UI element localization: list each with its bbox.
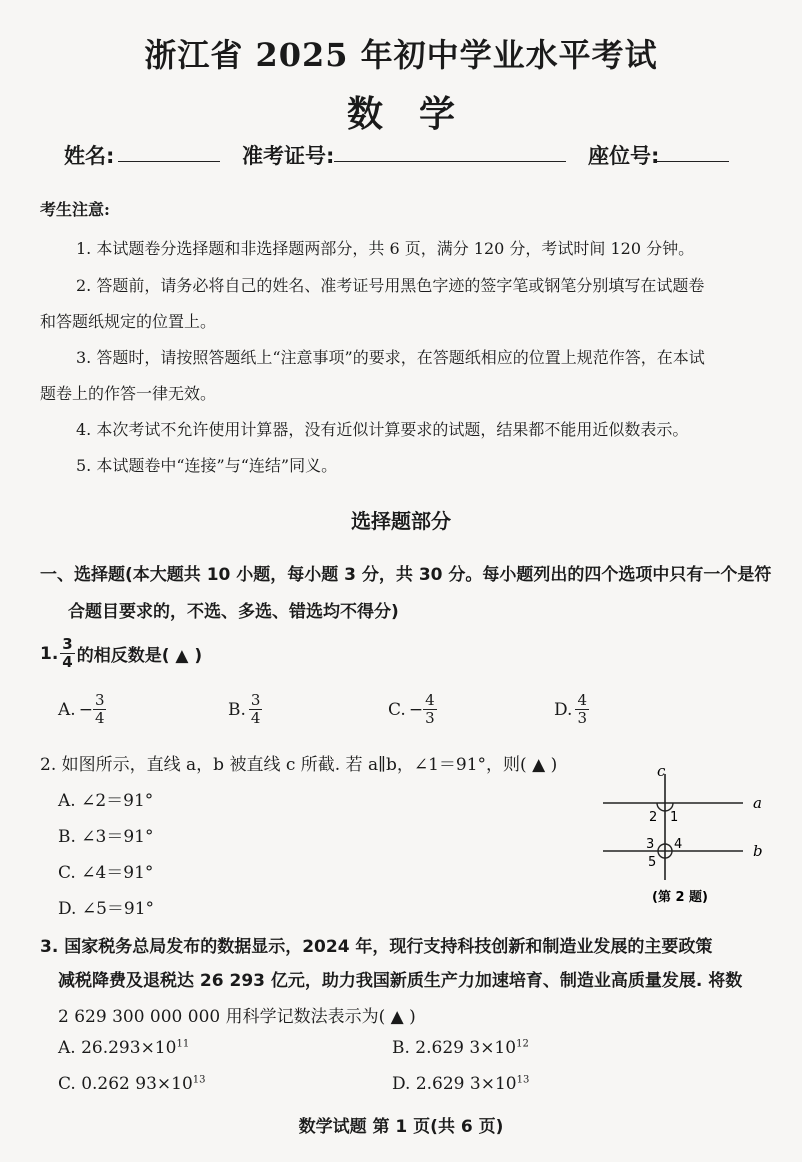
notice-item: 题卷上的作答一律无效。 [40,384,217,403]
option-sign: − [78,699,93,720]
fraction-denominator: 4 [62,653,73,671]
option-text: C. 0.262 93×10 [58,1074,193,1094]
option-fraction [423,692,437,727]
question-3-stem-line3: 2 629 300 000 000 用科学记数法表示为( ▲ ) [58,1007,416,1027]
fraction [60,636,74,671]
label-c: c [657,762,666,780]
option-label: D. [554,699,573,720]
option-text: D. 2.629 3×10 [392,1074,517,1094]
notice-item: 2. 答题前，请务必将自己的姓名、准考证号用黑色字迹的签字笔或钢笔分别填写在试题卷 [76,276,705,295]
notice-item: 1. 本试题卷分选择题和非选择题两部分，共 6 页，满分 120 分，考试时间 120 分钟。 [76,239,695,258]
question-1-option-d[interactable] [554,692,589,727]
angle-1-label: 1 [670,810,679,825]
question-3-option-b[interactable] [392,1038,529,1058]
seat-label: 座位号: [588,144,660,168]
label-b: b [753,842,763,860]
fraction-numerator: 3 [94,691,105,709]
question-3-option-c[interactable] [58,1074,206,1094]
fraction-denominator: 4 [94,709,105,727]
fraction-numerator: 4 [577,691,587,709]
question-2-figure [595,762,785,912]
question-1-option-a[interactable] [58,692,106,727]
fraction-numerator: 3 [62,635,73,653]
option-label: C. [388,699,406,720]
question-2-option-b[interactable]: B. ∠3＝91° [58,827,154,847]
name-blank[interactable] [118,161,220,162]
angle-3-label: 3 [646,837,655,852]
option-exponent: 13 [516,1074,530,1086]
fraction-denominator: 4 [250,709,261,727]
question-3-option-a[interactable] [58,1038,189,1058]
fraction-numerator: 3 [250,691,261,709]
notice-item: 5. 本试题卷中“连接”与“连结”同义。 [76,456,338,475]
question-3-stem-line2: 减税降费及退税达 26 293 亿元，助力我国新质生产力加速培育、制造业高质量发展. 将数 [58,971,743,991]
fraction-numerator: 4 [425,691,435,709]
fraction-denominator: 3 [577,709,587,727]
page-footer: 数学试题 第 1 页(共 6 页) [298,1117,504,1137]
question-2-option-d[interactable]: D. ∠5＝91° [58,899,155,919]
option-fraction [93,692,107,727]
notice-item: 和答题纸规定的位置上。 [40,312,217,331]
angle-4-label: 4 [674,837,683,852]
question-2-stem: 2. 如图所示，直线 a，b 被直线 c 所截. 若 a∥b，∠1＝91°，则( ▲ ) [40,755,558,775]
seat-blank[interactable] [655,161,729,162]
question-2-option-c[interactable]: C. ∠4＝91° [58,863,154,883]
option-fraction [575,692,589,727]
angle-5-label: 5 [648,855,657,870]
option-label: B. [228,699,246,720]
part1-instructions-cont: 合题目要求的，不选、多选、错选均不得分) [68,602,399,622]
option-fraction [249,692,263,727]
question-1-option-c[interactable] [388,692,437,727]
label-a: a [753,794,762,812]
option-sign: − [408,699,424,720]
part1-instructions: 一、选择题(本大题共 10 小题，每小题 3 分，共 30 分。每小题列出的四个选项中只有一个是符 [40,565,772,585]
exam-title: 浙江省 2025 年初中学业水平考试 [144,36,658,74]
exam-id-blank[interactable] [334,161,566,162]
question-number: 1. [40,643,59,664]
notice-item: 3. 答题时，请按照答题纸上“注意事项”的要求，在答题纸相应的位置上规范作答，在本试 [76,348,705,367]
figure-caption: (第 2 题) [652,890,708,905]
question-1-stem [40,636,202,671]
exam-id-label: 准考证号: [242,144,335,168]
angle-2-label: 2 [649,810,658,825]
option-text: A. 26.293×10 [58,1038,177,1058]
question-1-option-b[interactable] [228,692,262,727]
section-title: 选择题部分 [351,509,451,533]
fraction-denominator: 3 [425,709,435,727]
option-label: A. [58,699,76,720]
subject-title: 数学 [346,93,491,135]
name-label: 姓名: [64,144,115,168]
question-2-option-a[interactable]: A. ∠2＝91° [58,791,154,811]
notice-item: 4. 本次考试不允许使用计算器，没有近似计算要求的试题，结果都不能用近似数表示。 [76,420,689,439]
option-text: B. 2.629 3×10 [392,1038,517,1058]
question-1-text: 的相反数是( ▲ ) [76,646,203,666]
question-3-option-d[interactable] [392,1074,529,1094]
question-3-stem-line1: 3. 国家税务总局发布的数据显示，2024 年，现行支持科技创新和制造业发展的主要政策 [40,937,713,957]
option-exponent: 12 [516,1038,529,1050]
option-exponent: 13 [192,1074,206,1086]
notice-heading: 考生注意: [40,200,110,219]
option-exponent: 11 [176,1038,190,1050]
